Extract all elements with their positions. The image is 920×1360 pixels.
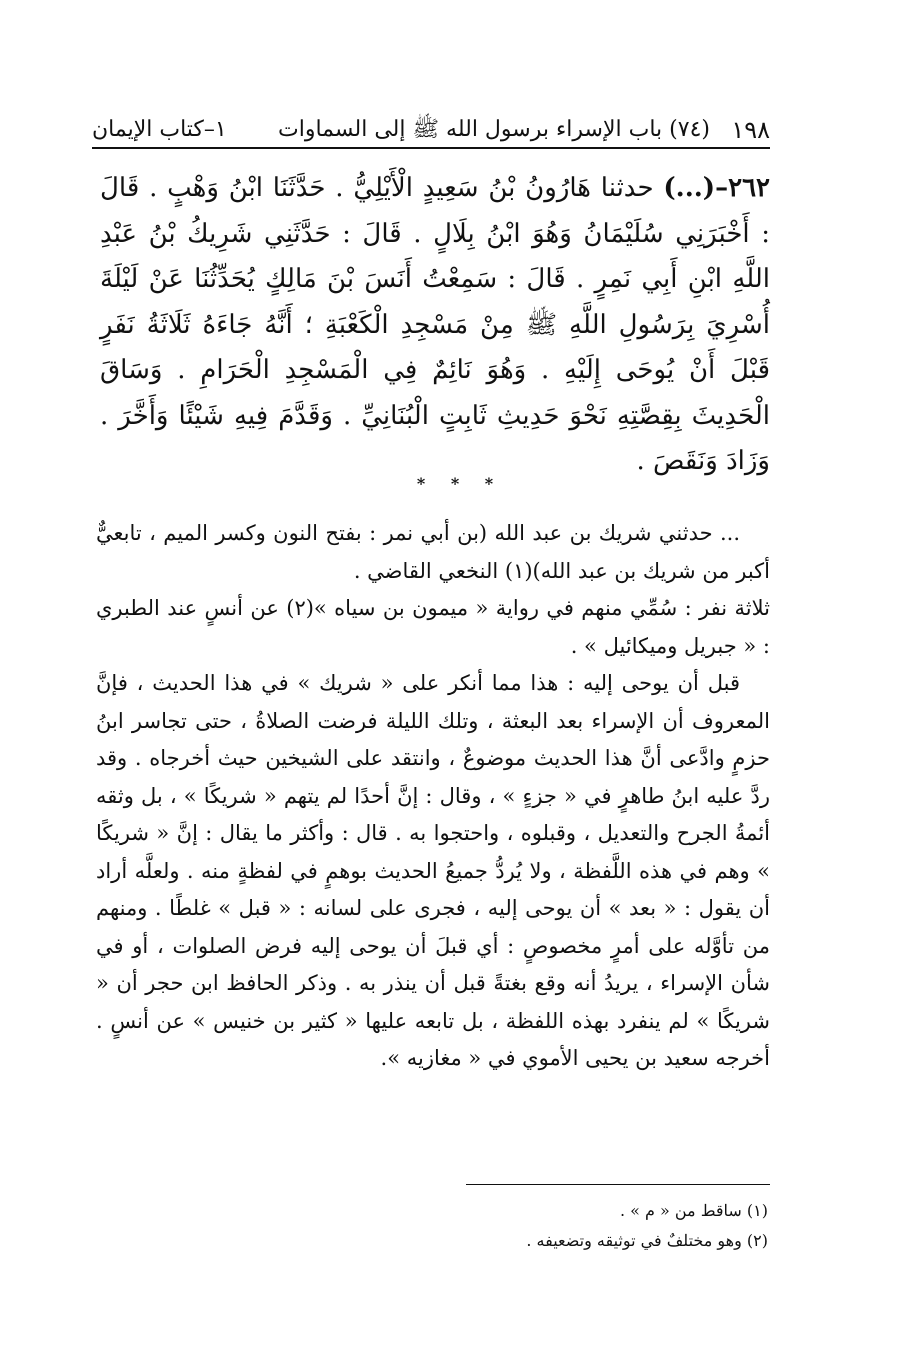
commentary-paragraph: ثلاثة نفر : سُمِّي منهم في رواية « ميمون بن سياه »(٢) عن أنسٍ عند الطبري : « جبريل وميكائيل » .: [96, 596, 770, 658]
commentary-paragraph: ... حدثني شريك بن عبد الله (بن أبي نمر : بفتح النون وكسر الميم ، تابعيٌّ أكبر من شريك بن عبد الله)(١) النخعي القاضي .: [96, 521, 770, 583]
hadith-line: بِرَسُولِ اللَّهِ ﷺ مِنْ مَسْجِدِ الْكَعْبَةِ ؛ أَنَّهُ جَاءَهُ ثَلَاثَةُ نَفَرٍ قَبْلَ أَنْ يُوحَى: [100, 309, 771, 385]
section-separator: * * *: [416, 474, 504, 493]
footnotes: [400, 1196, 768, 1256]
footnote-rule: [466, 1184, 770, 1185]
hadith-line: إِلَيْهِ . وَهُوَ نَائِمٌ فِي الْمَسْجِدِ الْحَرَامِ . وَسَاقَ الْحَدِيثَ بِقِصَّتِهِ نَحْوَ حَدِيثِ: [100, 355, 770, 431]
footnote: (١) ساقط من « م » .: [619, 1201, 768, 1220]
hadith-line: حدثنا هَارُونُ بْنُ سَعِيدٍ الْأَيْلِيُّ . حَدَّثَنَا ابْنُ وَهْبٍ .: [149, 173, 654, 203]
book-title: ١–كتاب الإيمان: [92, 117, 227, 142]
header-rule: [92, 147, 770, 149]
page-number: ١٩٨: [731, 116, 770, 144]
hadith-line: ابْنِ أَبِي نَمِرٍ . قَالَ : سَمِعْتُ أَنَسَ بْنَ مَالِكٍ يُحَدِّثُنَا عَنْ لَيْلَةَ أُسْرِيَ: [100, 264, 770, 340]
page-header: [92, 110, 770, 150]
hadith-number: ٢٦٢–(...): [663, 173, 771, 203]
hadith-line: قَالَ : أَخْبَرَنِي سُلَيْمَانُ وَهُوَ ابْنُ بِلَالٍ . قَالَ : حَدَّثَنِي شَرِيكُ بْنُ عَبْدِ اللَّهِ: [100, 173, 771, 294]
chapter-title: (٧٤) باب الإسراء برسول الله ﷺ إلى السماوات: [278, 117, 710, 142]
commentary: [96, 515, 770, 1078]
hadith-line: ثَابِتٍ الْبُنَانِيِّ . وَقَدَّمَ فِيهِ شَيْئًا وَأَخَّرَ . وَزَادَ وَنَقَصَ .: [100, 400, 770, 476]
hadith-text: [100, 166, 770, 485]
commentary-paragraph: قبل أن يوحى إليه : هذا مما أنكر على « شريك » في هذا الحديث ، فإنَّ المعروف أن الإسراء بعد البعثة ، وتلك الليلة فرضت الصلاةُ ، حتى تجاسر ابنُ حزمٍ وادَّعى أنَّ هذا الحديث موضوعٌ ، وانتقد على الشيخين حيث أخرجاه . وقد ردَّ عليه ابنُ طاهرٍ في « جزءٍ » ، وقال : إنَّ أحدًا لم يتهم « شريكًا » ، بل وثقه أئمةُ الجرح والتعديل ، وقبلوه ، واحتجوا به . قال : وأكثر ما يقال : إنَّ « شريكًا » وهم في هذه اللَّفظة ، ولا يُردُّ جميعُ الحديث بوهمٍ في لفظةٍ منه . ولعلَّه أراد أن يقول : « بعد » أن يوحى إليه ، فجرى على لسانه : « قبل » غلطًا . ومنهم من تأوَّله على أمرٍ مخصوصٍ : أي قبلَ أن يوحى إليه فرض الصلوات ، أو في شأن الإسراء ، يريدُ أنه وقع بغتةً قبل أن ينذر به . وذكر الحافظ ابن حجر أن « شريكًا » لم ينفرد بهذه اللفظة ، بل تابعه عليها « كثير بن خنيس » عن أنسٍ . أخرجه سعيد بن يحيى الأموي في « مغازيه ».: [96, 671, 770, 1070]
footnote: (٢) وهو مختلفٌ في توثيقه وتضعيفه .: [526, 1231, 768, 1250]
